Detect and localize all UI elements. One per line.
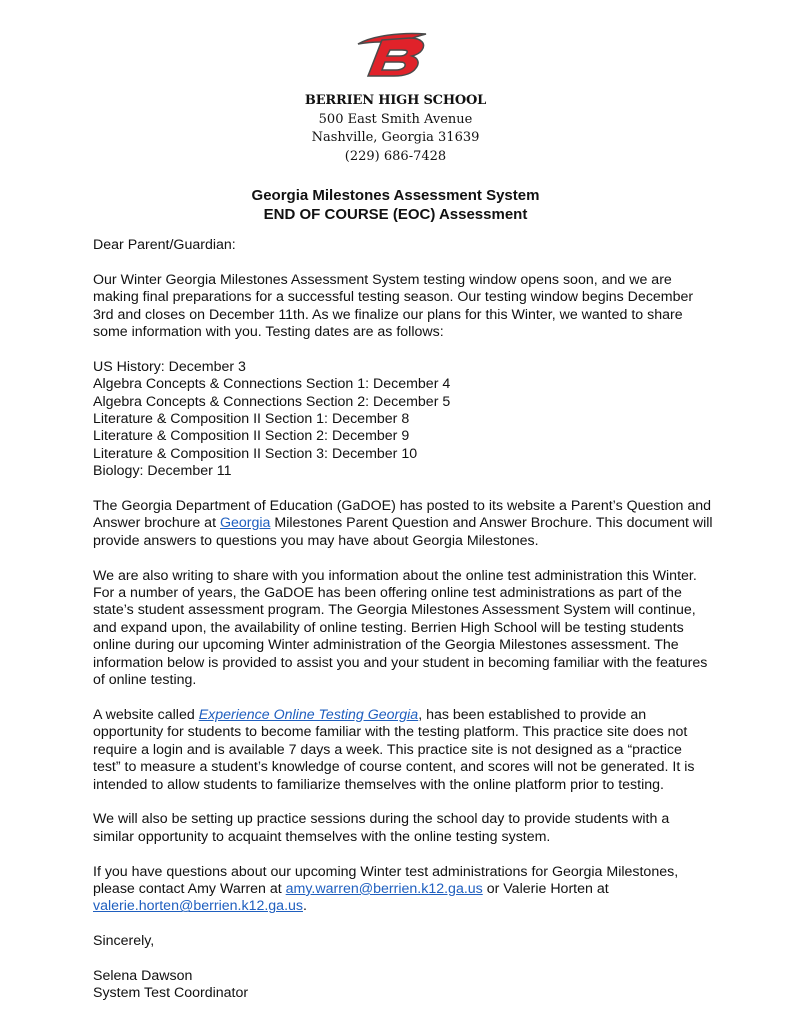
valerie-horten-email-link[interactable]: valerie.horten@berrien.k12.ga.us <box>93 898 303 915</box>
testing-date-item: Biology: December 11 <box>93 463 232 480</box>
signer-name: Selena Dawson <box>93 967 193 984</box>
signature-block <box>93 968 713 1003</box>
gadoe-paragraph <box>93 498 713 550</box>
closing: Sincerely, <box>93 933 155 950</box>
contact-paragraph <box>93 864 713 916</box>
testing-date-item: Literature & Composition II Section 2: December 9 <box>93 428 410 445</box>
title-line-1: Georgia Milestones Assessment System <box>251 187 540 204</box>
practice-sessions-paragraph: We will also be setting up practice sessions during the school day to provide students with a similar opportunity to acquaint themselves with the online testing system. <box>93 811 670 845</box>
testing-dates-list <box>93 359 713 481</box>
website-text-before: A website called <box>93 706 199 723</box>
online-testing-paragraph: We are also writing to share with you information about the online test administration this Winter. For a number of years, the GaDOE has been offering online test administrations as part of the state’s student assessment program. The Georgia Milestones Assessment System will continue, and expand upon, the availability of online testing. Berrien High School will be testing students online during our upcoming Winter administration of the Georgia Milestones assessment. The information below is provided to assist you and your student in becoming familiar with the features of online testing. <box>93 567 708 689</box>
gadoe-text-before: The Georgia Department of Education (GaDOE) has posted to its website a Parent’s Question and Answer brochure at <box>93 498 712 532</box>
testing-date-item: US History: December 3 <box>93 358 246 375</box>
contact-text-middle: or Valerie Horten at <box>482 880 609 897</box>
gadoe-text-after: Milestones Parent Question and Answer Brochure. This document will provide answers to questions you may have about Georgia Milestones. <box>93 515 713 549</box>
website-text-after: , has been established to provide an opportunity for students to become familiar with the testing platform. This practice site does not require a login and is available 7 days a week. This practice site is not designed as a “practice test” to measure a student’s knowledge of course content, and scores will not be generated. It is intended to allow students to familiarize themselves with the online platform prior to testing. <box>93 706 695 793</box>
experience-online-testing-link[interactable]: Experience Online Testing Georgia <box>198 706 419 723</box>
signer-role: System Test Coordinator <box>93 985 249 1002</box>
title-line-2: END OF COURSE (EOC) Assessment <box>263 206 528 223</box>
phone-number: (229) 686-7428 <box>344 148 447 164</box>
testing-date-item: Literature & Composition II Section 3: December 10 <box>93 445 418 462</box>
address-line-1: 500 East Smith Avenue <box>318 111 473 127</box>
georgia-brochure-link[interactable]: Georgia <box>219 515 271 532</box>
contact-text-before: If you have questions about our upcoming Winter test administrations for Georgia Milestones, please contact Amy Warren at <box>93 863 679 897</box>
testing-date-item: Literature & Composition II Section 1: December 8 <box>93 411 410 428</box>
document-title <box>0 186 791 224</box>
contact-text-after: . <box>303 898 307 915</box>
amy-warren-email-link[interactable]: amy.warren@berrien.k12.ga.us <box>285 880 483 897</box>
intro-paragraph: Our Winter Georgia Milestones Assessment System testing window opens soon, and we are making final preparations for a successful testing season. Our testing window begins December 3rd and closes on December 11th. As we finalize our plans for this Winter, we wanted to share some information with you. Testing dates are as follows: <box>93 271 694 341</box>
website-paragraph <box>93 707 713 794</box>
address-line-2: Nashville, Georgia 31639 <box>311 130 480 145</box>
testing-date-item: Algebra Concepts & Connections Section 1: December 4 <box>93 376 451 393</box>
school-name: BERRIEN HIGH SCHOOL <box>304 93 487 108</box>
letterhead <box>0 92 791 166</box>
salutation: Dear Parent/Guardian: <box>93 237 236 253</box>
testing-date-item: Algebra Concepts & Connections Section 2: December 5 <box>93 393 451 410</box>
berrien-b-logo-icon <box>352 30 432 78</box>
letter-body <box>93 237 713 1003</box>
